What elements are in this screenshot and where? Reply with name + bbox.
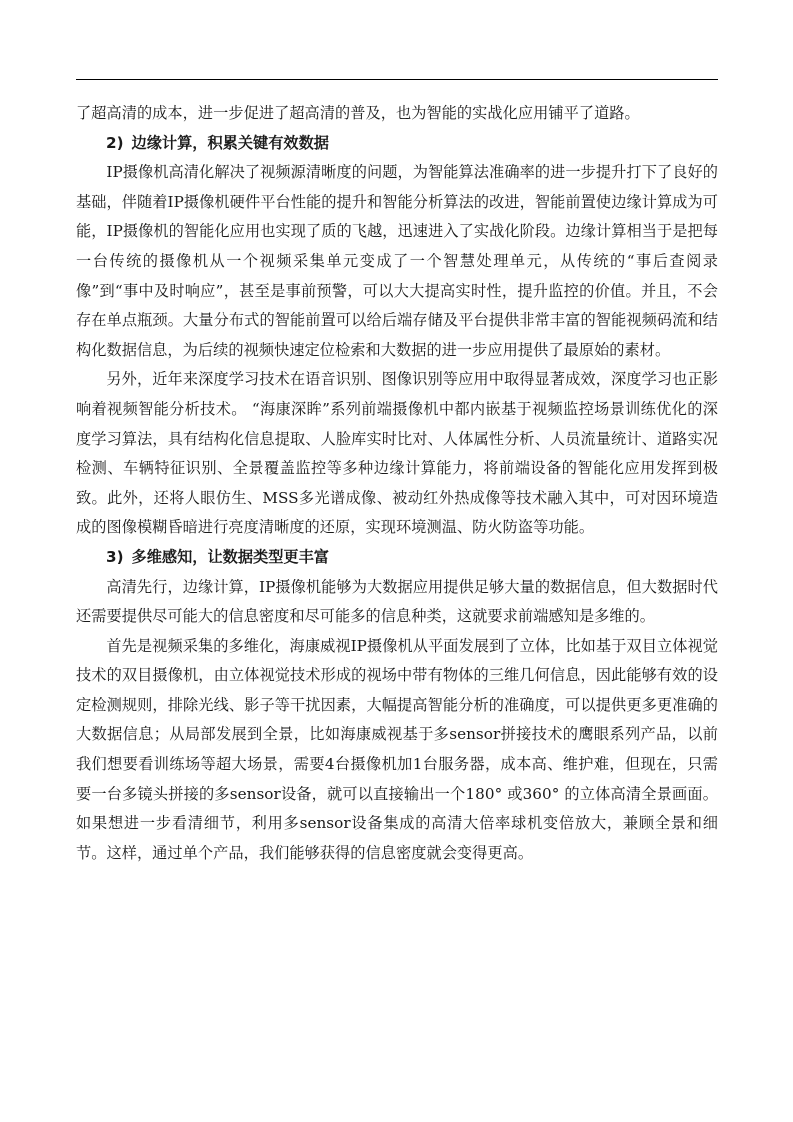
paragraph: 另外，近年来深度学习技术在语音识别、图像识别等应用中取得显著成效，深度学习也正影响着视频智能分析技术。 “海康深眸”系列前端摄像机中都内嵌基于视频监控场景训练优化的深度学习算法，具有结构化信息提取、人脸库实时比对、人体属性分析、人员流量统计、道路实况检测、车辆特征识别、全景覆盖监控等多种边缘计算能力，将前端设备的智能化应用发挥到极致。此外，还将人眼仿生、MSS多光谱成像、被动红外热成像等技术融入其中，可对因环境造成的图像模糊昏暗进行亮度清晰度的还原，实现环境测温、防火防盗等功能。 [76, 370, 718, 537]
document-body [76, 99, 718, 868]
header-rule [76, 79, 718, 80]
paragraph-continuation: 了超高清的成本，进一步促进了超高清的普及，也为智能的实战化应用铺平了道路。 [76, 104, 640, 122]
section-heading-edge-computing [76, 129, 718, 159]
section-title: 边缘计算，积累关键有效数据 [131, 133, 329, 152]
section-number: 2) [106, 133, 124, 152]
paragraph: 首先是视频采集的多维化，海康威视IP摄像机从平面发展到了立体，比如基于双目立体视觉技术的双目摄像机，由立体视觉技术形成的视场中带有物体的三维几何信息，因此能够有效的设定检测规则，排除光线、影子等干扰因素，大幅提高智能分析的准确度，可以提供更多更准确的大数据信息；从局部发展到全景，比如海康威视基于多sensor拼接技术的鹰眼系列产品，以前我们想要看训练场等超大场景，需要4台摄像机加1台服务器，成本高、维护难，但现在，只需要一台多镜头拼接的多sensor设备，就可以直接输出一个180° 或360° 的立体高清全景画面。如果想进一步看清细节，利用多sensor设备集成的高清大倍率球机变倍放大，兼顾全景和细节。这样，通过单个产品，我们能够获得的信息密度就会变得更高。 [76, 636, 718, 862]
paragraph: IP摄像机高清化解决了视频源清晰度的问题，为智能算法准确率的进一步提升打下了良好的基础，伴随着IP摄像机硬件平台性能的提升和智能分析算法的改进，智能前置使边缘计算成为可能，IP摄像机的智能化应用也实现了质的飞越，迅速进入了实战化阶段。边缘计算相当于是把每一台传统的摄像机从一个视频采集单元变成了一个智慧处理单元，从传统的“事后查阅录像”到“事中及时响应”，甚至是事前预警，可以大大提高实时性，提升监控的价值。并且，不会存在单点瓶颈。大量分布式的智能前置可以给后端存储及平台提供非常丰富的智能视频码流和结构化数据信息，为后续的视频快速定位检索和大数据的进一步应用提供了最原始的素材。 [76, 163, 718, 359]
section-title: 多维感知，让数据类型更丰富 [131, 547, 329, 566]
section-number: 3) [106, 547, 124, 566]
section-heading-multidimensional-sensing [76, 543, 718, 573]
paragraph: 高清先行，边缘计算，IP摄像机能够为大数据应用提供足够大量的数据信息，但大数据时代还需要提供尽可能大的信息密度和尽可能多的信息种类，这就要求前端感知是多维的。 [76, 577, 718, 626]
